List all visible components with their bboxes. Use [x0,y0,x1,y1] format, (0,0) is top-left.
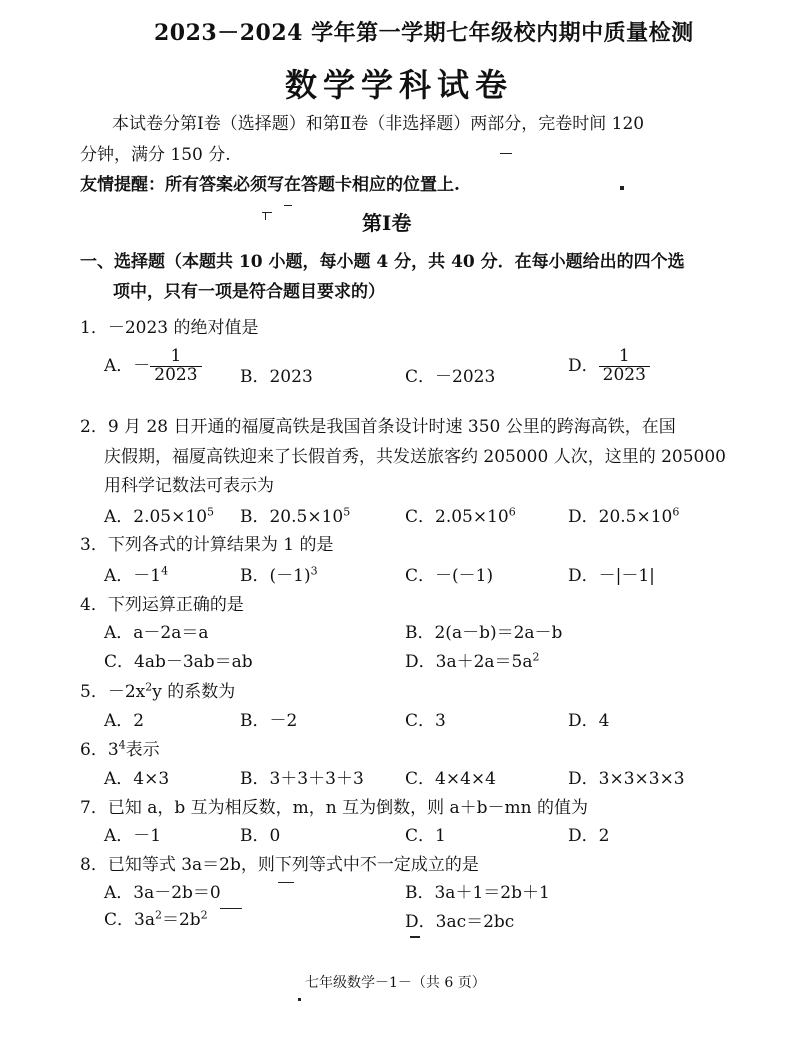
scan-speck [220,908,242,909]
q7-option-d: D．2 [568,826,610,846]
q4-option-a: A．a－2a＝a [104,623,209,643]
q1-option-d-denominator: 2023 [599,366,650,385]
q6-option-d: D．3×3×3×3 [568,769,685,789]
q3-option-b-base: B．(－1) [240,566,311,586]
q3-option-b-exponent: 3 [310,564,318,578]
q5-stem [80,677,235,702]
q3-option-c: C．－(－1) [405,566,494,586]
q2-option-a-exponent: 5 [207,505,215,519]
q5-option-d: D．4 [568,711,610,731]
q7-option-c: C．1 [405,826,446,846]
q2-option-c-base: C．2.05×10 [405,507,509,527]
q8-stem: 8．已知等式 3a＝2b，则下列等式中不一定成立的是 [80,855,479,875]
q8-option-c-part2: ＝2b [161,910,201,930]
q5-stem-exponent: 2 [145,680,153,694]
q2-option-b [240,502,350,527]
q1-option-a-numerator: 1 [170,346,182,366]
q8-option-c [104,905,208,930]
scan-speck [500,153,512,154]
q4-option-d [405,647,539,672]
q1-option-a-label: A．－ [104,355,151,376]
part-one-line-2: 项中，只有一项是符合题目要求的） [113,282,385,302]
q2-stem-line-2: 庆假期，福厦高铁迎来了长假首秀，共发送旅客约 205000 人次，这里的 205000 [104,447,727,467]
q8-option-c-exponent-1: 2 [154,908,162,922]
q8-option-d: D．3ac＝2bc [405,912,515,932]
q6-option-a: A．4×3 [104,769,170,789]
q2-option-d-exponent: 6 [672,505,680,519]
q5-option-b: B．－2 [240,711,298,731]
q2-option-c-exponent: 6 [508,505,516,519]
scan-speck [298,998,301,1001]
q8-option-c-part1: C．3a [104,910,155,930]
q7-option-a: A．－1 [104,826,162,846]
subject-title: 数学学科试卷 [285,66,514,104]
q6-stem [80,735,160,760]
q1-stem: 1．－2023 的绝对值是 [80,318,259,338]
scan-speck [265,212,266,220]
q3-option-b [240,561,318,586]
q6-option-c: C．4×4×4 [405,769,496,789]
section-title: 第Ⅰ卷 [362,211,412,235]
intro-line-1: 本试卷分第Ⅰ卷（选择题）和第Ⅱ卷（非选择题）两部分，完卷时间 120 [112,114,645,134]
q6-stem-exponent: 4 [118,738,126,752]
q8-option-c-exponent-2: 2 [200,908,208,922]
q6-stem-suffix: 表示 [125,740,160,760]
q1-option-d-numerator: 1 [618,346,630,366]
q1-option-c: C．－2023 [405,367,496,387]
q2-option-a [104,502,214,527]
q4-option-d-base: D．3a＋2a＝5a [405,652,533,672]
intro-line-2: 分钟，满分 150 分. [80,145,231,165]
q1-option-b: B．2023 [240,367,313,387]
q1-option-d-fraction [599,348,650,385]
q4-option-b: B．2(a－b)＝2a－b [405,623,563,643]
q3-option-a-exponent: 4 [161,564,169,578]
q1-option-a-fraction [150,348,201,385]
q4-option-c: C．4ab－3ab＝ab [104,652,253,672]
q6-stem-base: 6．3 [80,740,119,760]
q5-stem-prefix: 5．－2x [80,682,146,702]
q5-option-a: A．2 [104,711,145,731]
exam-title: 2023－2024 学年第一学期七年级校内期中质量检测 [154,20,694,46]
scan-speck [262,212,272,213]
q2-stem-line-3: 用科学记数法可表示为 [104,476,274,496]
scan-speck [410,936,420,938]
q5-option-c: C．3 [405,711,446,731]
q2-option-d [568,502,679,527]
q2-option-b-exponent: 5 [343,505,351,519]
q3-option-a-base: A．－1 [104,566,162,586]
q1-option-d-label: D． [568,355,599,376]
q5-stem-suffix: y 的系数为 [152,682,236,702]
q7-stem: 7．已知 a，b 互为相反数，m，n 互为倒数，则 a＋b－mn 的值为 [80,798,589,818]
scan-speck [620,186,624,190]
q4-stem: 4．下列运算正确的是 [80,595,244,615]
q1-option-a-denominator: 2023 [150,366,201,385]
page-footer: 七年级数学－1－（共 6 页） [305,975,486,991]
part-one-line-1: 一、选择题（本题共 10 小题，每小题 4 分，共 40 分．在每小题给出的四个选 [80,252,685,272]
q2-option-a-base: A．2.05×10 [104,507,208,527]
q2-option-c [405,502,516,527]
q8-option-b: B．3a＋1＝2b＋1 [405,883,550,903]
q1-option-d [568,348,650,385]
q3-option-a [104,561,168,586]
q6-option-b: B．3＋3＋3＋3 [240,769,364,789]
q3-option-d: D．－|－1| [568,566,655,586]
scan-speck [284,205,292,206]
scan-speck [278,882,294,883]
q3-stem: 3．下列各式的计算结果为 1 的是 [80,535,334,555]
q7-option-b: B．0 [240,826,281,846]
reminder: 友情提醒：所有答案必须写在答题卡相应的位置上. [80,175,460,195]
q2-option-d-base: D．20.5×10 [568,507,673,527]
q8-option-a: A．3a－2b＝0 [104,883,221,903]
q2-stem-line-1: 2．9 月 28 日开通的福厦高铁是我国首条设计时速 350 公里的跨海高铁，在国 [80,417,676,437]
q2-option-b-base: B．20.5×10 [240,507,344,527]
q1-option-a [104,348,202,385]
q4-option-d-exponent: 2 [532,650,540,664]
